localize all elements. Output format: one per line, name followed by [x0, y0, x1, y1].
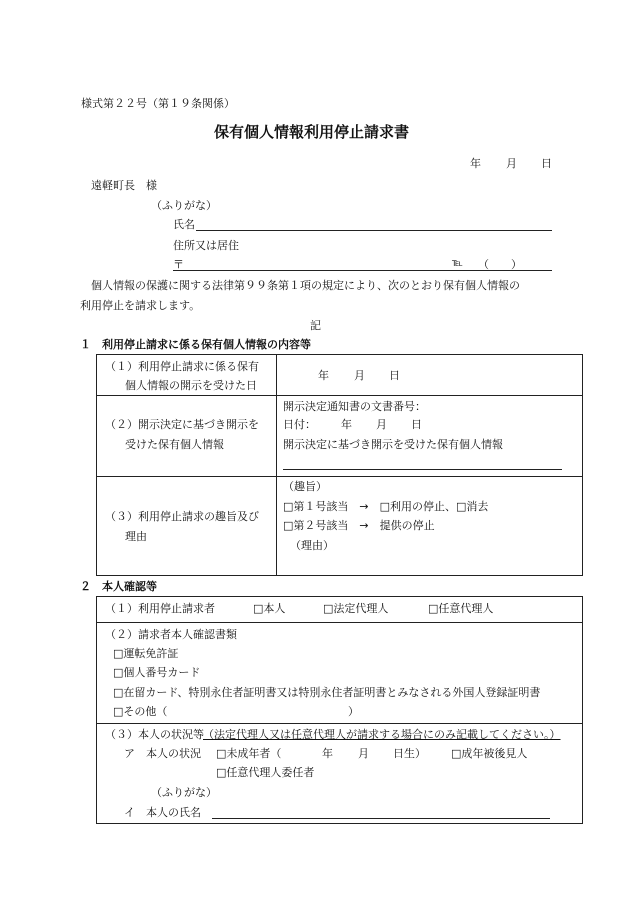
- s1-row1-month: 月: [354, 369, 365, 382]
- ki-mark: 記: [310, 319, 321, 332]
- section1-row-divider-2: [96, 476, 583, 477]
- s2-row2-opt-mynumber[interactable]: □個人番号カード: [113, 666, 201, 679]
- s1-row1-year: 年: [318, 369, 329, 382]
- applicant-address-label: 住所又は居住: [173, 239, 239, 252]
- s1-row2-label-1: （２）開示決定に基づき開示を: [105, 418, 259, 431]
- s2-row2-opt-residence-card[interactable]: □在留カード、特別永住者証明書又は特別永住者証明書とみなされる外国人登録証明書: [113, 686, 541, 699]
- s2-row3-note: （法定代理人又は任意代理人が請求する場合にのみ記載してください。）: [203, 728, 561, 741]
- applicant-name-field[interactable]: [196, 230, 552, 231]
- s1-row3-label-1: （３）利用停止請求の趣旨及び: [105, 510, 259, 523]
- s2-row3-furigana: （ふりがな）: [151, 786, 217, 799]
- date-year-label: 年: [470, 157, 481, 170]
- s2-row3-label: （３）本人の状況等: [105, 728, 204, 741]
- s2-row3-a-year: 年: [322, 747, 333, 760]
- s1-row2-info-field[interactable]: [283, 469, 562, 470]
- s1-row3-opt1[interactable]: □第１号該当 → □利用の停止、□消去: [283, 500, 489, 513]
- s2-row2-label: （２）請求者本人確認書類: [105, 628, 237, 641]
- intro-line-1: 個人情報の保護に関する法律第９９条第１項の規定により、次のとおり保有個人情報の: [91, 279, 520, 292]
- s1-row3-label-2: 理由: [125, 530, 147, 543]
- s2-row3-i-name-field[interactable]: [212, 818, 550, 819]
- intro-line-2: 利用停止を請求します。: [80, 299, 201, 312]
- section2-row-divider-1: [96, 622, 583, 623]
- s1-row2-month: 月: [376, 418, 387, 431]
- s1-row2-year: 年: [341, 418, 352, 431]
- s2-row1-label: （１）利用停止請求者: [105, 602, 215, 615]
- s1-row2-date-label: 日付：: [283, 418, 316, 431]
- s2-row3-i-label: イ 本人の氏名: [124, 806, 201, 819]
- tel-parens: （ ）: [478, 258, 522, 271]
- applicant-furigana-label: （ふりがな）: [151, 199, 217, 212]
- s2-row2-opt-license[interactable]: □運転免許証: [113, 647, 179, 660]
- s2-row3-a-birth: 日生）: [393, 747, 426, 760]
- s1-row1-day: 日: [389, 369, 400, 382]
- applicant-name-label: 氏名: [173, 218, 195, 231]
- s1-row3-opt2[interactable]: □第２号該当 → 提供の停止: [283, 519, 435, 532]
- s2-row1-opt-self[interactable]: □本人: [253, 602, 286, 615]
- date-month-label: 月: [506, 157, 517, 170]
- postal-mark: 〒: [173, 258, 184, 271]
- section2-heading: ２ 本人確認等: [80, 580, 157, 593]
- section1-heading: １ 利用停止請求に係る保有個人情報の内容等: [80, 338, 311, 351]
- s2-row3-a-label: ア 本人の状況: [124, 747, 201, 760]
- s1-row2-doc-number: 開示決定通知書の文書番号：: [283, 400, 426, 413]
- tel-label: ℡: [452, 258, 463, 269]
- s1-row2-label-2: 受けた保有個人情報: [125, 438, 224, 451]
- addressee: 遠軽町長 様: [91, 179, 157, 192]
- s2-row1-opt-voluntary-agent[interactable]: □任意代理人: [428, 602, 494, 615]
- s2-row1-opt-legal-agent[interactable]: □法定代理人: [323, 602, 389, 615]
- s1-row1-label-1: （１）利用停止請求に係る保有: [105, 360, 259, 373]
- s2-row3-a-month: 月: [358, 747, 369, 760]
- s2-row2-opt-other[interactable]: □その他（: [113, 705, 168, 718]
- s1-row2-day: 日: [411, 418, 422, 431]
- form-number: 様式第２２号（第１９条関係）: [81, 97, 235, 110]
- section1-row-divider-1: [96, 395, 583, 396]
- s1-row2-info-label: 開示決定に基づき開示を受けた保有個人情報: [283, 438, 503, 451]
- s1-row1-label-2: 個人情報の開示を受けた日: [125, 379, 257, 392]
- s1-row3-reason: （理由）: [290, 539, 334, 552]
- date-day-label: 日: [541, 157, 552, 170]
- s2-row3-a-guardian[interactable]: □成年被後見人: [451, 747, 528, 760]
- section1-column-divider: [276, 354, 277, 576]
- s2-row3-a-proxy[interactable]: □任意代理人委任者: [216, 766, 315, 779]
- s1-row3-purpose: （趣旨）: [283, 480, 327, 493]
- s2-row3-a-minor[interactable]: □未成年者（: [216, 747, 282, 760]
- section2-row-divider-2: [96, 723, 583, 724]
- page-title: 保有個人情報利用停止請求書: [214, 123, 410, 141]
- s2-row2-opt-other-close: ）: [348, 705, 359, 718]
